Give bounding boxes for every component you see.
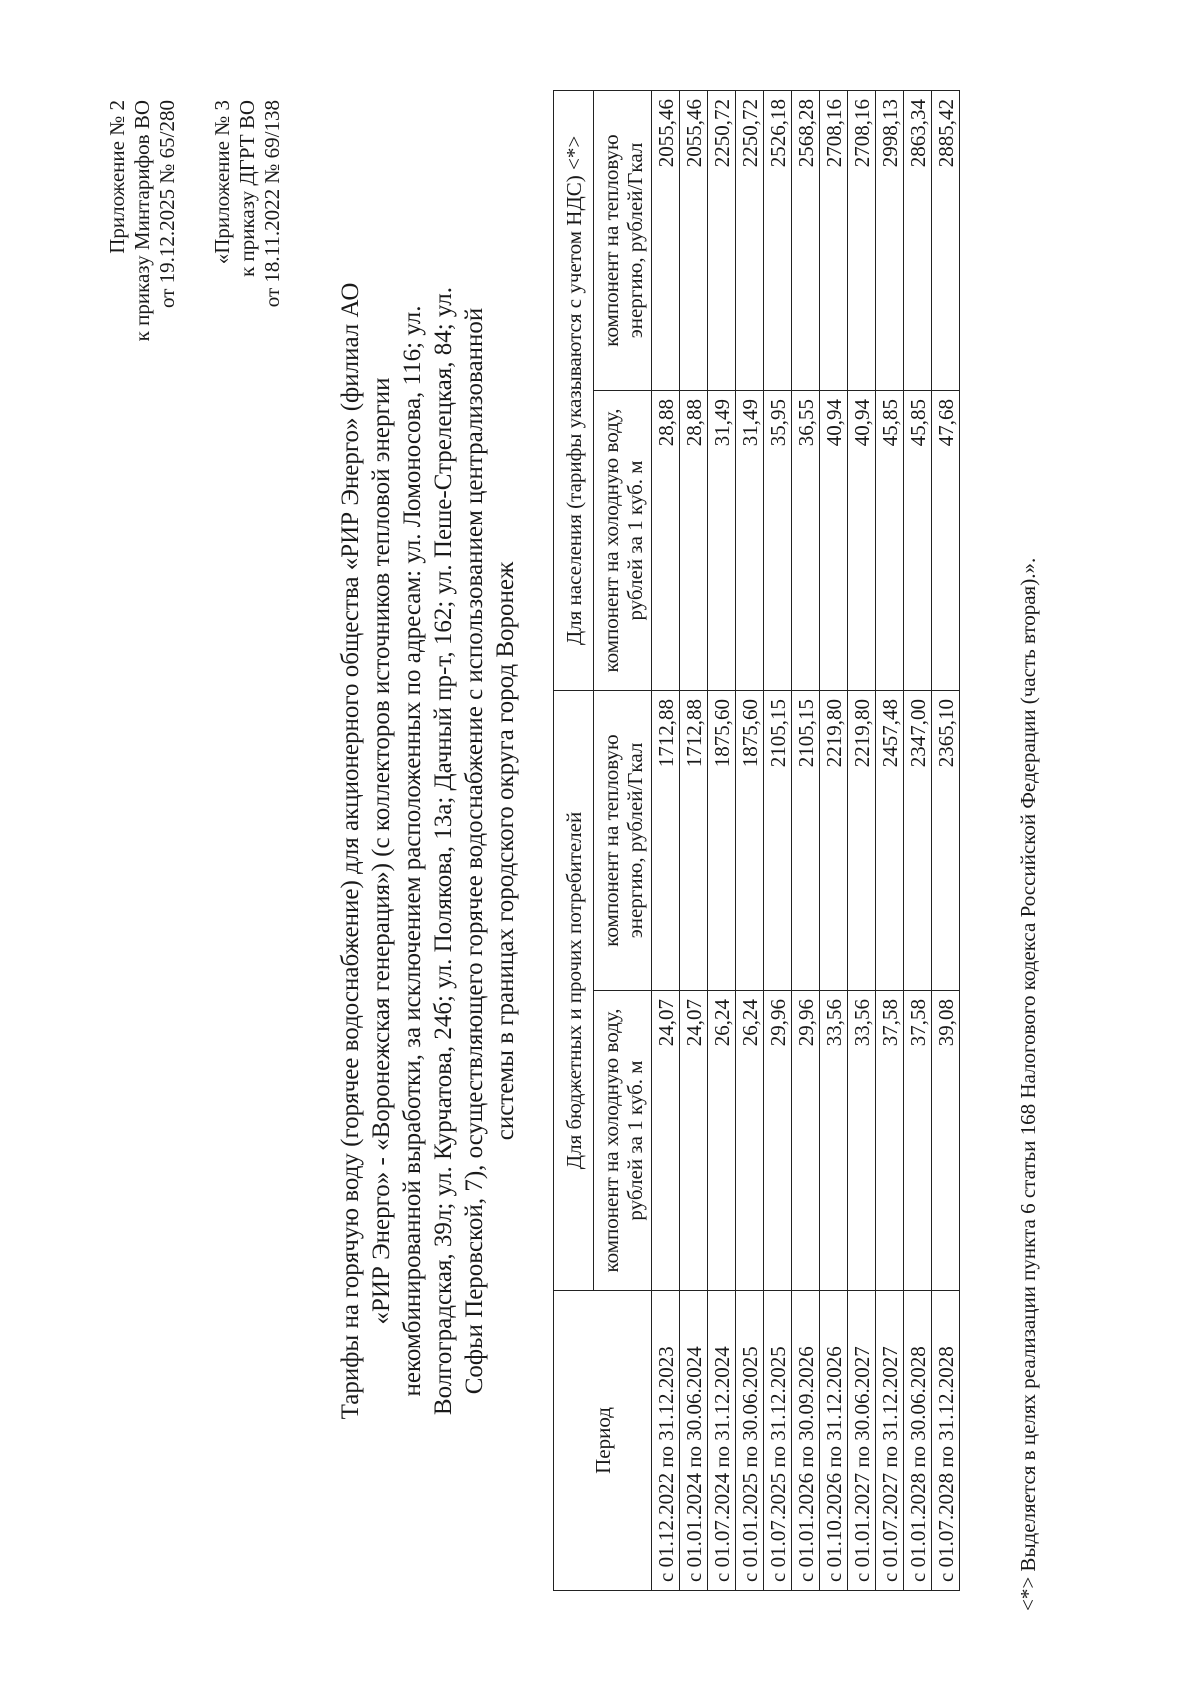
cell-heat-energy-budget: 2105,15 [792,690,820,990]
cell-heat-energy-budget: 2105,15 [764,690,792,990]
document-title: Тарифы на горячую воду (горячее водоснабжение) для акционерного общества «РИР Энерго» (филиал АО «РИР Энерго» - «Воронежская генерация») (с коллекторов источников тепловой энергии некомбинированной выработки, за исключением расположенных по адресам: ул. Ломоносова, 116; ул. Волгоградская, 39л; ул. Курчатова, 24б; ул. Полякова, 13а; Дачный пр-т, 162; ул. Пеше-Стрелецкая, 84; ул. Софьи Перовской, 7), осуществляющего горячее водоснабжение с использованием централизованной системы в границах городского округа город Воронеж [337,282,519,1420]
header-period: Период [554,1291,652,1591]
cell-heat-energy-budget: 1712,88 [680,690,708,990]
table-row [680,90,708,1590]
cell-heat-energy-population: 2708,16 [820,90,848,390]
attachment-note-current [105,100,180,341]
cell-cold-water-budget: 37,58 [876,991,904,1291]
table-row [764,90,792,1590]
cell-cold-water-population: 47,68 [932,390,960,690]
footnote: <*> Выделяется в целях реализации пункта 6 статьи 168 Налогового кодекса Российской Федерации (часть вторая).». [1016,557,1040,1611]
attachment-order: к приказу ДГРТ ВО [235,100,259,277]
cell-period: с 01.07.2024 по 31.12.2024 [708,1291,736,1591]
table-row [708,90,736,1590]
cell-cold-water-population: 40,94 [820,390,848,690]
cell-cold-water-budget: 24,07 [680,991,708,1291]
table-row [820,90,848,1590]
cell-cold-water-budget: 26,24 [736,991,764,1291]
cell-period: с 01.10.2026 по 31.12.2026 [820,1291,848,1591]
table-row [792,90,820,1590]
cell-heat-energy-budget: 1875,60 [708,690,736,990]
cell-cold-water-population: 36,55 [792,390,820,690]
cell-period: с 01.07.2028 по 31.12.2028 [932,1291,960,1591]
cell-heat-energy-population: 2885,42 [932,90,960,390]
cell-cold-water-budget: 24,07 [652,991,680,1291]
cell-heat-energy-population: 2568,28 [792,90,820,390]
cell-cold-water-population: 28,88 [652,390,680,690]
attachment-date: от 18.11.2022 № 69/138 [260,100,284,308]
cell-cold-water-budget: 37,58 [904,991,932,1291]
header-population: Для населения (тарифы указываются с учетом НДС) <*> [554,90,594,690]
cell-heat-energy-population: 2998,13 [876,90,904,390]
cell-heat-energy-population: 2250,72 [736,90,764,390]
cell-cold-water-population: 31,49 [736,390,764,690]
tariff-table [553,90,960,1591]
cell-heat-energy-population: 2055,46 [652,90,680,390]
cell-heat-energy-budget: 1875,60 [736,690,764,990]
attachment-order: к приказу Минтарифов ВО [130,100,154,342]
cell-cold-water-population: 45,85 [904,390,932,690]
cell-cold-water-population: 31,49 [708,390,736,690]
cell-cold-water-population: 28,88 [680,390,708,690]
cell-heat-energy-population: 2708,16 [848,90,876,390]
cell-cold-water-population: 45,85 [876,390,904,690]
cell-heat-energy-population: 2863,34 [904,90,932,390]
cell-heat-energy-population: 2250,72 [708,90,736,390]
cell-period: с 01.01.2024 по 30.06.2024 [680,1291,708,1591]
cell-period: с 01.01.2025 по 30.06.2025 [736,1291,764,1591]
cell-heat-energy-budget: 2219,80 [820,690,848,990]
table-row [932,90,960,1590]
cell-period: с 01.12.2022 по 31.12.2023 [652,1291,680,1591]
header-budget-consumers: Для бюджетных и прочих потребителей [554,690,594,1290]
header-heat-energy-population: компонент на тепловую энергию, рублей/Гкал [594,90,652,390]
header-cold-water-population: компонент на холодную воду, рублей за 1 куб. м [594,390,652,690]
cell-period: с 01.07.2027 по 31.12.2027 [876,1291,904,1591]
table-row [652,90,680,1590]
cell-cold-water-budget: 29,96 [792,991,820,1291]
cell-cold-water-population: 35,95 [764,390,792,690]
attachment-note-previous [210,100,285,307]
attachment-date: от 19.12.2025 № 65/280 [155,100,179,309]
cell-heat-energy-population: 2055,46 [680,90,708,390]
cell-cold-water-budget: 33,56 [820,991,848,1291]
cell-cold-water-budget: 39,08 [932,991,960,1291]
cell-heat-energy-budget: 2365,10 [932,690,960,990]
cell-cold-water-budget: 33,56 [848,991,876,1291]
cell-heat-energy-budget: 2457,48 [876,690,904,990]
attachment-number: «Приложение № 3 [210,100,234,265]
cell-heat-energy-budget: 2347,00 [904,690,932,990]
table-row [876,90,904,1590]
cell-period: с 01.07.2025 по 31.12.2025 [764,1291,792,1591]
cell-period: с 01.01.2026 по 30.09.2026 [792,1291,820,1591]
cell-heat-energy-population: 2526,18 [764,90,792,390]
header-cold-water-budget: компонент на холодную воду, рублей за 1 куб. м [594,991,652,1291]
cell-cold-water-budget: 26,24 [708,991,736,1291]
cell-period: с 01.01.2028 по 30.06.2028 [904,1291,932,1591]
attachment-number: Приложение № 2 [105,100,129,254]
table-row [736,90,764,1590]
cell-period: с 01.01.2027 по 30.06.2027 [848,1291,876,1591]
cell-cold-water-population: 40,94 [848,390,876,690]
cell-cold-water-budget: 29,96 [764,991,792,1291]
table-row [848,90,876,1590]
header-heat-energy-budget: компонент на тепловую энергию, рублей/Гкал [594,690,652,990]
table-row [904,90,932,1590]
cell-heat-energy-budget: 2219,80 [848,690,876,990]
cell-heat-energy-budget: 1712,88 [652,690,680,990]
